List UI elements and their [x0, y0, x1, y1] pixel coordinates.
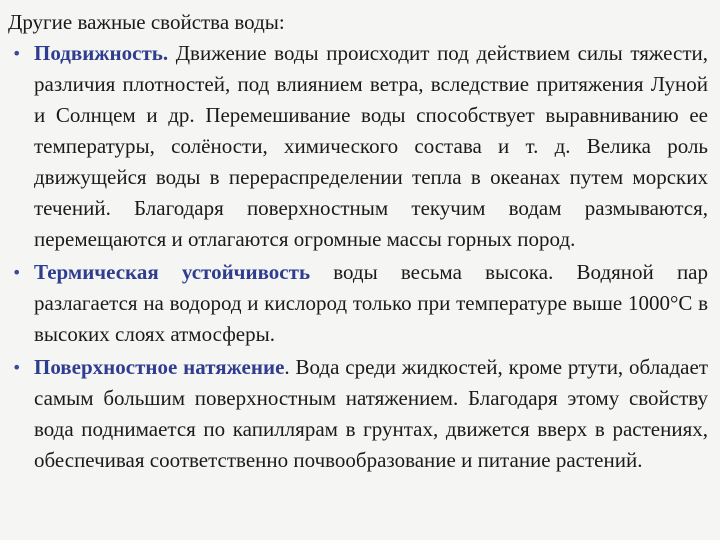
properties-list: [8, 38, 708, 476]
list-item-thermal-stability: [8, 257, 708, 350]
slide-heading: Другие важные свойства воды:: [8, 10, 285, 34]
text-thermal-stability: воды весьма высока. Водяной пар разлагается на водород и кислород только при температуре выше 1000°С в высоких слоях атмосферы.: [34, 260, 709, 346]
bullet-icon: •: [12, 358, 22, 377]
term-suffix-surface-tension: .: [284, 355, 290, 379]
list-item-surface-tension: [8, 352, 708, 476]
term-thermal-stability: Термическая устойчивость: [34, 260, 311, 284]
term-mobility: Подвижность.: [34, 41, 169, 65]
bullet-icon: •: [12, 44, 22, 63]
text-surface-tension: Вода среди жидкостей, кроме ртути, обладает самым большим поверхностным натяжением. Благодаря этому свойству вода поднимается по капиллярам в грунтах, движется вверх в растениях, обеспечивая соответственно почвообразование и питание растений.: [34, 355, 708, 472]
list-item-mobility: [8, 38, 708, 255]
bullet-icon: •: [12, 263, 22, 282]
term-surface-tension: Поверхностное натяжение: [34, 355, 285, 379]
text-mobility: Движение воды происходит под действием силы тяжести, различия плотностей, под влиянием ветра, вследствие притяжения Луной и Солнцем и др. Перемешивание воды способствует выравниванию ее температуры, солёности, химического состава и т. д. Велика роль движущейся воды в перераспределении тепла в океанах путем морских течений. Благодаря поверхностным текучим водам размываются, перемещаются и отлагаются огромные массы горных пород.: [34, 41, 708, 251]
